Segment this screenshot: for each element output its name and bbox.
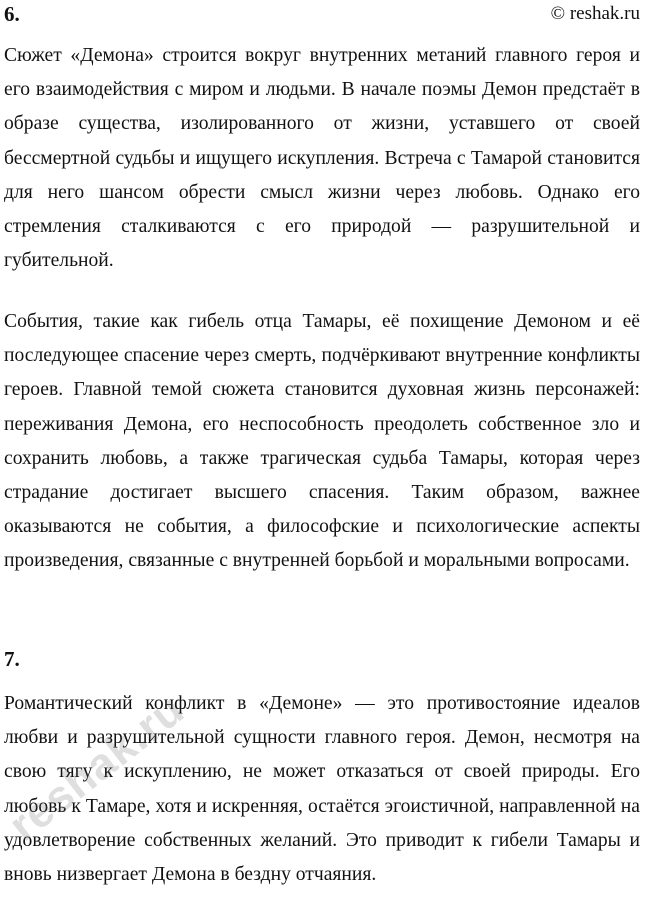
section-6-paragraph-2: События, такие как гибель отца Тамары, её похищение Демоном и её последующее спасение через смерть, подчёркивают внутренние конфликты героев. Главной темой сюжета становится духовная жизнь персонажей: переживания Демона, его неспособность преодолеть собственное зло и сохранить любовь, а также трагическая судьба Тамары, которая через страдание достигает высшего спасения. Таким образом, важнее оказываются не события, а философские и психологические аспекты произведения, связанные с внутренней борьбой и моральными вопросами. [4,311,640,572]
section-7-paragraph-1: Романтический конфликт в «Демоне» — это противостояние идеалов любви и разрушительной сущности главного героя. Демон, несмотря на свою тягу к искуплению, не может отказаться от своей природы. Его любовь к Тамаре, хотя и искренняя, остаётся эгоистичной, направленной на удовлетворение собственных желаний. Это приводит к гибели Тамары и вновь низвергает Демона в бездну отчаяния. [4,693,640,886]
section-number-6: 6. [4,2,20,26]
watermark: reshak.ru [0,684,194,851]
section-6-paragraph-1: Сюжет «Демона» строится вокруг внутренних метаний главного героя и его взаимодействия с миром и людьми. В начале поэмы Демон предстаёт в образе существа, изолированного от жизни, уставшего от своей бессмертной судьбы и ищущего искупления. Встреча с Тамарой становится для него шансом обрести смысл жизни через любовь. Однако его стремления сталкиваются с его природой — разрушительной и губительной. [4,45,640,272]
brand-copyright: © reshak.ru [550,3,640,24]
section-number-7: 7. [4,647,20,671]
